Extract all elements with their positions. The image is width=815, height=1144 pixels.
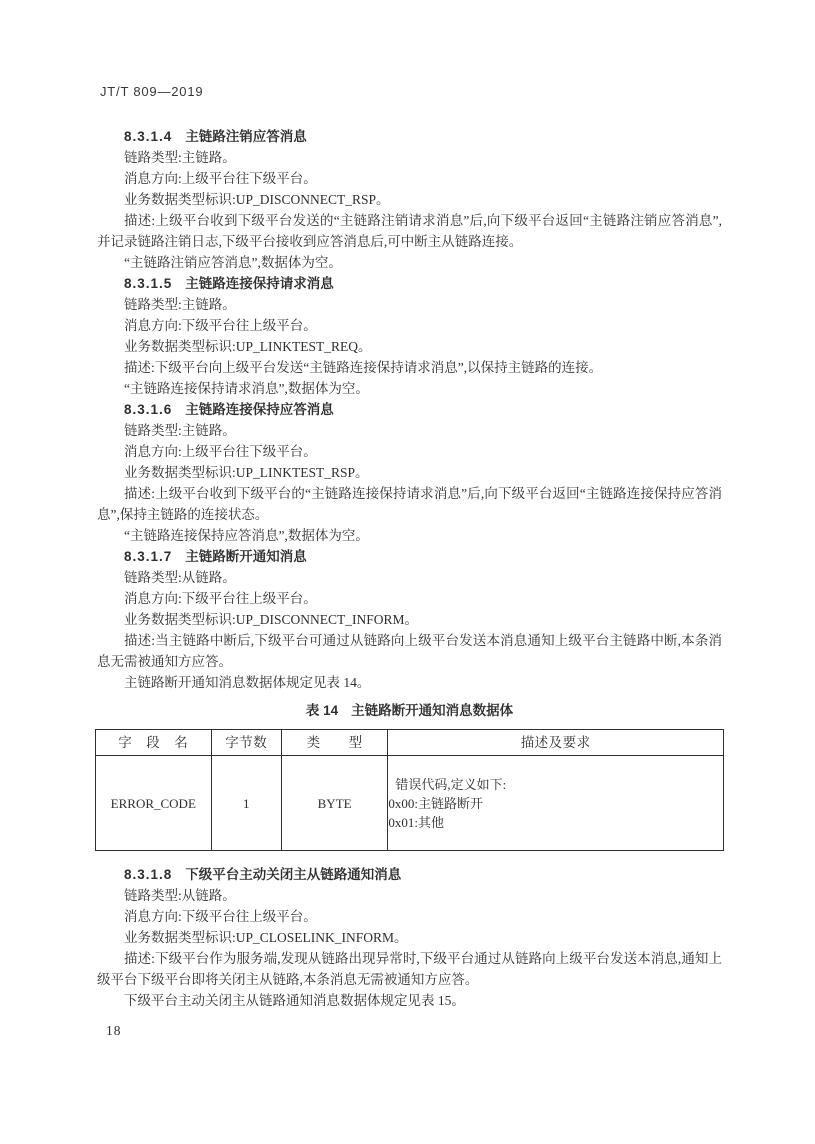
paragraph: “主链路注销应答消息”,数据体为空。 bbox=[124, 255, 342, 270]
section-title: 主链路连接保持请求消息 bbox=[185, 276, 334, 291]
section-8318 bbox=[97, 864, 722, 1011]
section-title: 主链路连接保持应答消息 bbox=[185, 402, 334, 417]
paragraph: 消息方向:下级平台往上级平台。 bbox=[124, 909, 317, 924]
section-title: 下级平台主动关闭主从链路通知消息 bbox=[185, 867, 402, 882]
col-header-bytes: 字节数 bbox=[211, 730, 281, 756]
section-8314 bbox=[97, 126, 722, 273]
section-number: 8.3.1.7 bbox=[124, 549, 173, 564]
section-8315 bbox=[97, 273, 722, 399]
cell-field-name: ERROR_CODE bbox=[96, 756, 212, 851]
section-title: 主链路注销应答消息 bbox=[185, 129, 307, 144]
paragraph: 业务数据类型标识:UP_LINKTEST_REQ。 bbox=[124, 339, 372, 354]
paragraph: 链路类型:主链路。 bbox=[124, 297, 236, 312]
page-number: 18 bbox=[106, 1023, 122, 1038]
paragraph: “主链路连接保持应答消息”,数据体为空。 bbox=[124, 528, 369, 543]
description-line: 0x00:主链路断开 bbox=[388, 795, 483, 811]
standard-code-header: JT/T 809—2019 bbox=[100, 84, 204, 99]
section-8317 bbox=[97, 546, 722, 693]
paragraph: 描述:下级平台作为服务端,发现从链路出现异常时,下级平台通过从链路向上级平台发送本消息,通知上级平台下级平台即将关闭主从链路,本条消息无需被通知方应答。 bbox=[97, 951, 722, 987]
section-number: 8.3.1.8 bbox=[124, 867, 173, 882]
cell-type: BYTE bbox=[281, 756, 388, 851]
col-header-field: 字 段 名 bbox=[96, 730, 212, 756]
paragraph: 消息方向:上级平台往下级平台。 bbox=[124, 444, 317, 459]
description-line: 错误代码,定义如下: bbox=[395, 776, 507, 792]
section-8316 bbox=[97, 399, 722, 546]
page-content bbox=[97, 126, 722, 1011]
cell-description bbox=[388, 756, 724, 851]
table14-caption bbox=[97, 700, 722, 721]
description-line: 0x01:其他 bbox=[388, 814, 444, 830]
table-14 bbox=[95, 729, 724, 851]
paragraph: 业务数据类型标识:UP_DISCONNECT_RSP。 bbox=[124, 192, 390, 207]
section-heading bbox=[97, 273, 722, 294]
paragraph: 描述:下级平台向上级平台发送“主链路连接保持请求消息”,以保持主链路的连接。 bbox=[124, 360, 603, 375]
cell-byte-count: 1 bbox=[211, 756, 281, 851]
paragraph: 业务数据类型标识:UP_LINKTEST_RSP。 bbox=[124, 465, 369, 480]
paragraph: 链路类型:从链路。 bbox=[124, 888, 236, 903]
paragraph: “主链路连接保持请求消息”,数据体为空。 bbox=[124, 381, 369, 396]
paragraph: 消息方向:下级平台往上级平台。 bbox=[124, 591, 317, 606]
table14-caption-title: 主链路断开通知消息数据体 bbox=[351, 703, 514, 718]
section-heading bbox=[97, 126, 722, 147]
paragraph: 链路类型:从链路。 bbox=[124, 570, 236, 585]
col-header-desc: 描述及要求 bbox=[388, 730, 724, 756]
paragraph: 消息方向:下级平台往上级平台。 bbox=[124, 318, 317, 333]
paragraph: 描述:上级平台收到下级平台发送的“主链路注销请求消息”后,向下级平台返回“主链路注销应答消息”,并记录链路注销日志,下级平台接收到应答消息后,可中断主从链路连接。 bbox=[97, 213, 722, 249]
section-title: 主链路断开通知消息 bbox=[185, 549, 307, 564]
paragraph: 链路类型:主链路。 bbox=[124, 423, 236, 438]
table14-caption-label: 表 14 bbox=[305, 703, 339, 718]
paragraph: 下级平台主动关闭主从链路通知消息数据体规定见表 15。 bbox=[124, 993, 465, 1008]
paragraph: 主链路断开通知消息数据体规定见表 14。 bbox=[124, 675, 371, 690]
paragraph: 消息方向:上级平台往下级平台。 bbox=[124, 171, 317, 186]
paragraph: 链路类型:主链路。 bbox=[124, 150, 236, 165]
section-number: 8.3.1.4 bbox=[124, 129, 173, 144]
paragraph: 描述:上级平台收到下级平台的“主链路连接保持请求消息”后,向下级平台返回“主链路连接保持应答消息”,保持主链路的连接状态。 bbox=[97, 486, 722, 522]
section-heading bbox=[97, 399, 722, 420]
col-header-type: 类 型 bbox=[281, 730, 388, 756]
paragraph: 描述:当主链路中断后,下级平台可通过从链路向上级平台发送本消息通知上级平台主链路中断,本条消息无需被通知方应答。 bbox=[97, 633, 722, 669]
paragraph: 业务数据类型标识:UP_CLOSELINK_INFORM。 bbox=[124, 930, 408, 945]
paragraph: 业务数据类型标识:UP_DISCONNECT_INFORM。 bbox=[124, 612, 419, 627]
section-number: 8.3.1.5 bbox=[124, 276, 173, 291]
section-heading bbox=[97, 546, 722, 567]
section-number: 8.3.1.6 bbox=[124, 402, 173, 417]
table14-header-row bbox=[96, 730, 724, 756]
table-row bbox=[96, 756, 724, 851]
section-heading bbox=[97, 864, 722, 885]
